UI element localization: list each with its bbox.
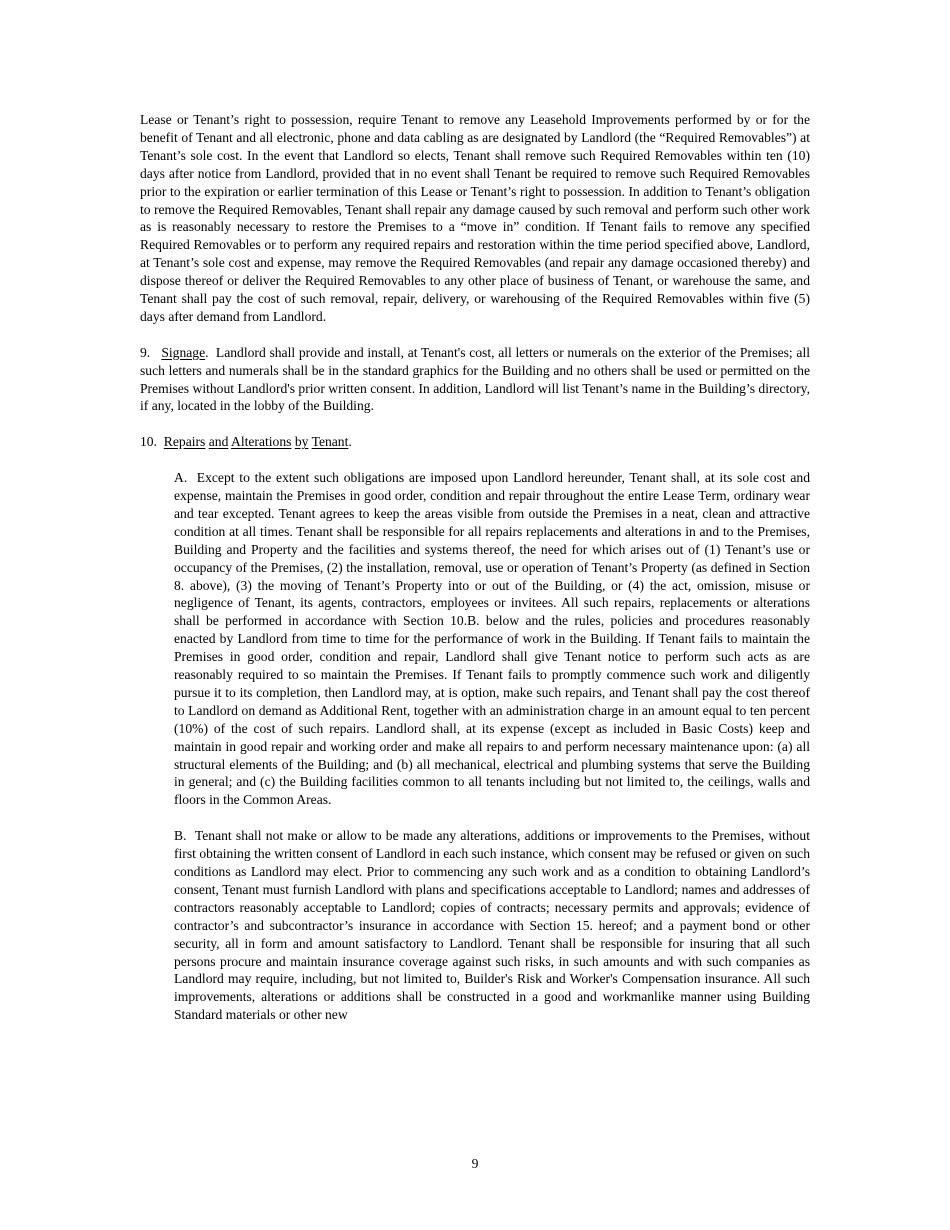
page-number: 9: [471, 1156, 479, 1171]
section-10-heading: 10. Repairs and Alterations by Tenant.: [140, 434, 352, 450]
paragraph-lease-continuation: Lease or Tenant’s right to possession, require Tenant to remove any Leasehold Improvements performed by or for the benefit of Tenant and all electronic, phone and data cabling as are designated by Landlord (the “Required Removables”) at Tenant’s sole cost. In the event that Landlord so elects, Tenant shall remove such Required Removables within ten (10) days after notice from Landlord, provided that in no event shall Tenant be required to remove such Required Removables prior to the expiration or earlier termination of this Lease or Tenant’s right to possession. In addition to Tenant’s obligation to remove the Required Removables, Tenant shall repair any damage caused by such removal and perform such other work as is reasonably necessary to restore the Premises to a “move in” condition. If Tenant fails to remove any specified Required Removables or to perform any required repairs and restoration within the time period specified above, Landlord, at Tenant’s sole cost and expense, may remove the Required Removables (and repair any damage occasioned thereby) and dispose thereof or deliver the Required Removables to any other place of business of Tenant, or warehouse the same, and Tenant shall pay the cost of such removal, repair, delivery, or warehousing of the Required Removables within five (5) days after demand from Landlord.: [140, 112, 810, 324]
section-9-number: 9.: [140, 344, 151, 360]
section-9-signage: 9. Signage. Landlord shall provide and install, at Tenant's cost, all letters or numerals on the exterior of the Premises; all such letters and numerals shall be in the standard graphics for the Building and no others shall be used or permitted on the Premises without Landlord's prior written consent. In addition, Landlord will list Tenant’s name in the Building’s directory, if any, located in the lobby of the Building.: [140, 344, 810, 414]
heading-word-repairs: Repairs: [163, 434, 206, 450]
section-10a-label: A.: [174, 470, 188, 486]
section-10b-label: B.: [174, 828, 187, 844]
section-9-body: Landlord shall provide and install, at Tenant's cost, all letters or numerals on the exterior of the Premises; all such letters and numerals shall be in the standard graphics for the Building and no others shall be used or permitted on the Premises without Landlord's prior written consent. In addition, Landlord will list Tenant’s name in the Building’s directory, if any, located in the lobby of the Building.: [140, 344, 810, 414]
section-10a-body: Except to the extent such obligations are imposed upon Landlord hereunder, Tenant shall, at its sole cost and expense, maintain the Premises in good order, condition and repair throughout the entire Lease Term, ordinary wear and tear excepted. Tenant agrees to keep the areas visible from outside the Premises in a neat, clean and attractive condition at all times. Tenant shall be responsible for all repairs replacements and alterations in and to the Premises, Building and Property and the facilities and systems thereof, the need for which arises out of (1) Tenant’s use or occupancy of the Premises, (2) the installation, removal, use or operation of Tenant’s Property (as defined in Section 8. above), (3) the moving of Tenant’s Property into or out of the Building, or (4) the act, omission, misuse or negligence of Tenant, its agents, contractors, employees or invitees. All such repairs, replacements or alterations shall be performed in accordance with Section 10.B. below and the rules, policies and procedures reasonably enacted by Landlord from time to time for the performance of work in the Building. If Tenant fails to maintain the Premises in good order, condition and repair, Landlord shall give Tenant notice to perform such acts as are reasonably required to so maintain the Premises. If Tenant fails to promptly commence such work and diligently pursue it to its completion, then Landlord may, at is option, make such repairs, and Tenant shall pay the cost thereof to Landlord on demand as Additional Rent, together with an administration charge in an amount equal to ten percent (10%) of the cost of such repairs. Landlord shall, at its expense (except as included in Basic Costs) keep and maintain in good repair and working order and make all repairs to and perform necessary maintenance upon: (a) all structural elements of the Building; and (b) all mechanical, electrical and plumbing systems that serve the Building in general; and (c) the Building facilities common to all tenants including but not limited to, the ceilings, walls and floors in the Common Areas.: [174, 470, 811, 808]
section-10a-paragraph: [174, 469, 810, 809]
section-10-number: 10.: [140, 434, 157, 450]
section-10b-paragraph: [174, 827, 810, 1024]
document-body: [140, 111, 810, 1042]
section-9-heading: Signage: [161, 344, 206, 360]
heading-word-and: and: [208, 434, 229, 450]
section-10b-body: Tenant shall not make or allow to be made any alterations, additions or improvements to the Premises, without first obtaining the written consent of Landlord in each such instance, which consent may be refused or given on such conditions as Landlord may elect. Prior to commencing any such work and as a condition to obtaining Landlord’s consent, Tenant must furnish Landlord with plans and specifications acceptable to Landlord; names and addresses of contractors reasonably acceptable to Landlord; copies of contracts; necessary permits and approvals; evidence of contractor’s and subcontractor’s insurance in accordance with Section 15. hereof; and a payment bond or other security, all in form and amount satisfactory to Landlord. Tenant shall be responsible for insuring that all such persons procure and maintain insurance coverage against such risks, in such amounts and with such companies as Landlord may require, including, but not limited to, Builder's Risk and Worker's Compensation insurance. All such improvements, alterations or additions shall be constructed in a good and workmanlike manner using Building Standard materials or other new: [174, 828, 811, 1023]
heading-word-by: by: [294, 434, 309, 450]
heading-word-tenant: Tenant: [311, 434, 349, 450]
heading-word-alterations: Alterations: [231, 434, 292, 450]
